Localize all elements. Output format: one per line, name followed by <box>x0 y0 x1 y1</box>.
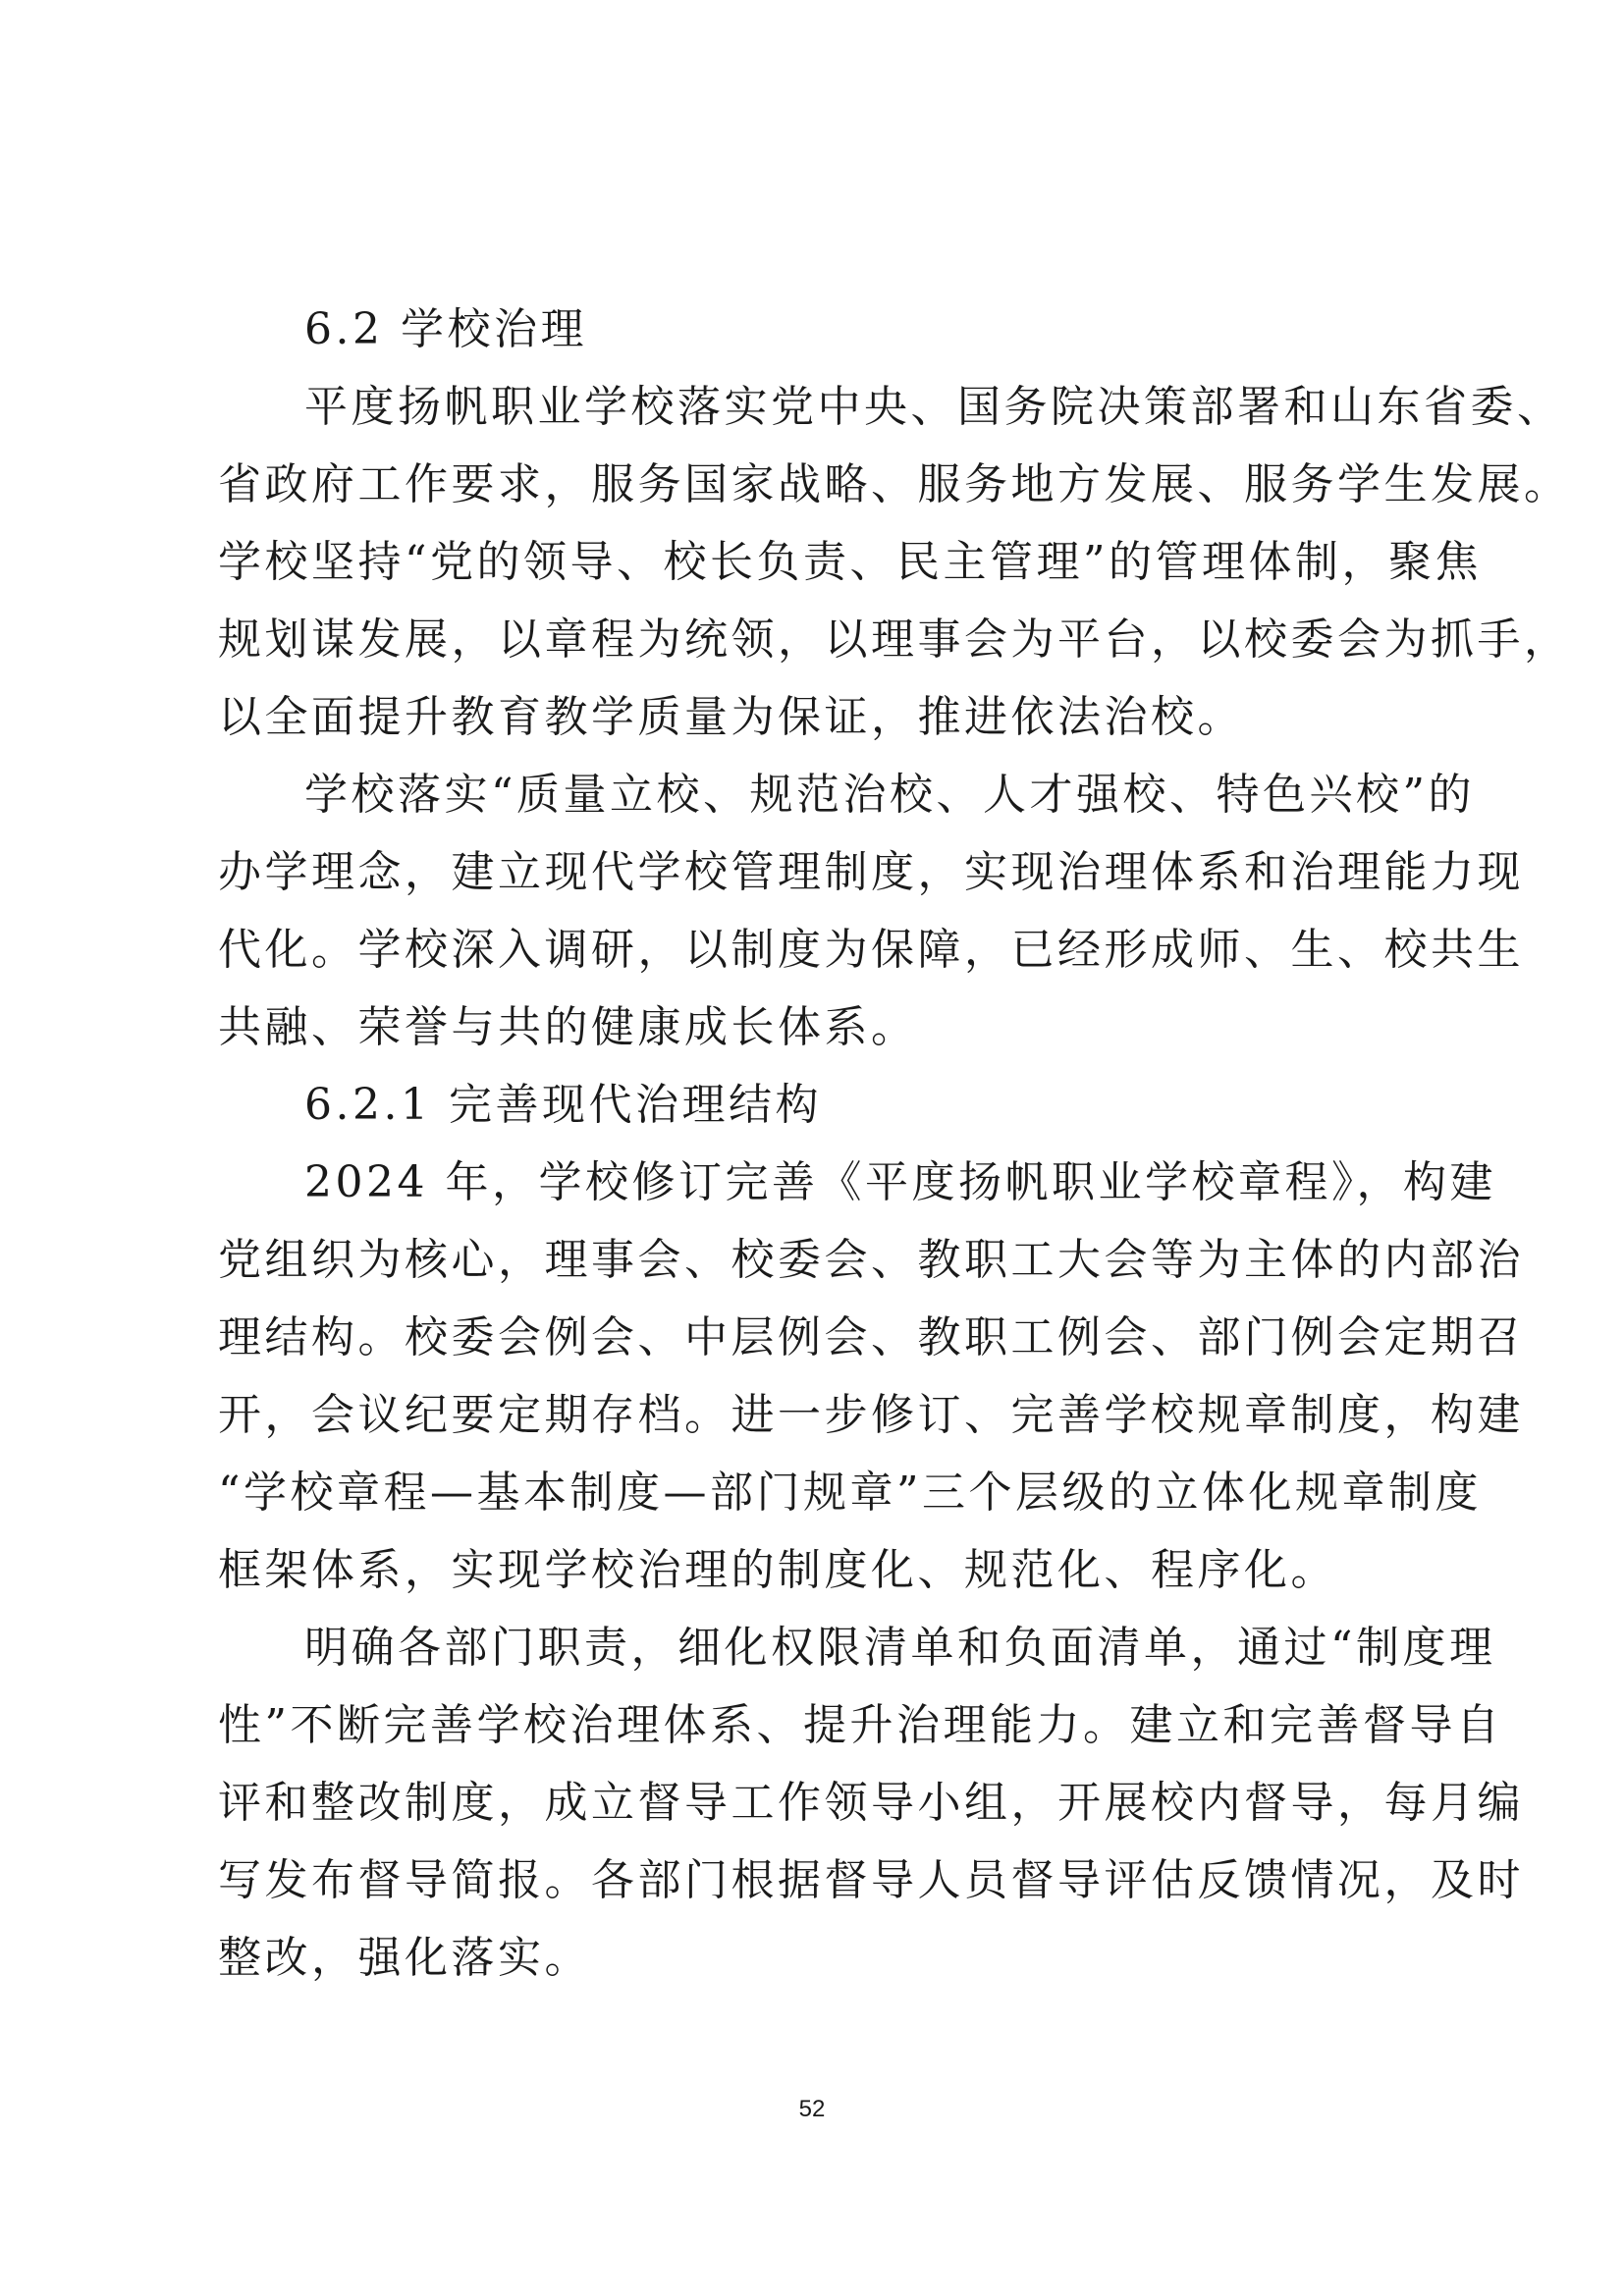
paragraph-line: 框架体系，实现学校治理的制度化、规范化、程序化。 <box>218 1545 1337 1595</box>
paragraph-line: 理结构。校委会例会、中层例会、教职工例会、部门例会定期召 <box>218 1312 1524 1362</box>
paragraph-line: 学校落实“质量立校、规范治校、人才强校、特色兴校”的 <box>304 770 1475 820</box>
paragraph-line: 平度扬帆职业学校落实党中央、国务院决策部署和山东省委、 <box>304 382 1564 432</box>
paragraph-line: 明确各部门职责，细化权限清单和负面清单，通过“制度理 <box>304 1623 1496 1673</box>
subsection-heading: 6.2.1 完善现代治理结构 <box>304 1080 822 1130</box>
paragraph-line: 办学理念，建立现代学校管理制度，实现治理体系和治理能力现 <box>218 847 1524 897</box>
paragraph-1 <box>218 368 1571 756</box>
paragraph-line: 规划谋发展，以章程为统领，以理事会为平台，以校委会为抓手， <box>218 614 1571 665</box>
paragraph-line: 写发布督导简报。各部门根据督导人员督导评估反馈情况，及时 <box>218 1855 1524 1905</box>
paragraph-line: 省政府工作要求，服务国家战略、服务地方发展、服务学生发展。 <box>218 459 1571 509</box>
paragraph-line: 2024 年，学校修订完善《平度扬帆职业学校章程》，构建 <box>304 1157 1496 1207</box>
paragraph-line: 整改，强化落实。 <box>218 1933 591 1983</box>
paragraph-line: 党组织为核心，理事会、校委会、教职工大会等为主体的内部治 <box>218 1235 1524 1285</box>
paragraph-line: 评和整改制度，成立督导工作领导小组，开展校内督导，每月编 <box>218 1778 1524 1828</box>
paragraph-line: 以全面提升教育教学质量为保证，推进依法治校。 <box>218 692 1244 742</box>
paragraph-line: 学校坚持“党的领导、校长负责、民主管理”的管理体制，聚焦 <box>218 537 1482 587</box>
paragraph-4 <box>218 1609 1524 1997</box>
section-heading: 6.2 学校治理 <box>304 304 587 354</box>
paragraph-line: “学校章程—基本制度—部门规章”三个层级的立体化规章制度 <box>218 1468 1482 1518</box>
paragraph-line: 代化。学校深入调研，以制度为保障，已经形成师、生、校共生 <box>218 925 1524 975</box>
paragraph-line: 性”不断完善学校治理体系、提升治理能力。建立和完善督导自 <box>218 1700 1503 1750</box>
paragraph-3 <box>218 1144 1524 1609</box>
paragraph-line: 开，会议纪要定期存档。进一步修订、完善学校规章制度，构建 <box>218 1390 1524 1440</box>
body-text <box>218 291 1571 1997</box>
paragraph-2 <box>218 756 1524 1066</box>
page-number: 52 <box>798 2096 826 2122</box>
paragraph-line: 共融、荣誉与共的健康成长体系。 <box>218 1002 918 1052</box>
